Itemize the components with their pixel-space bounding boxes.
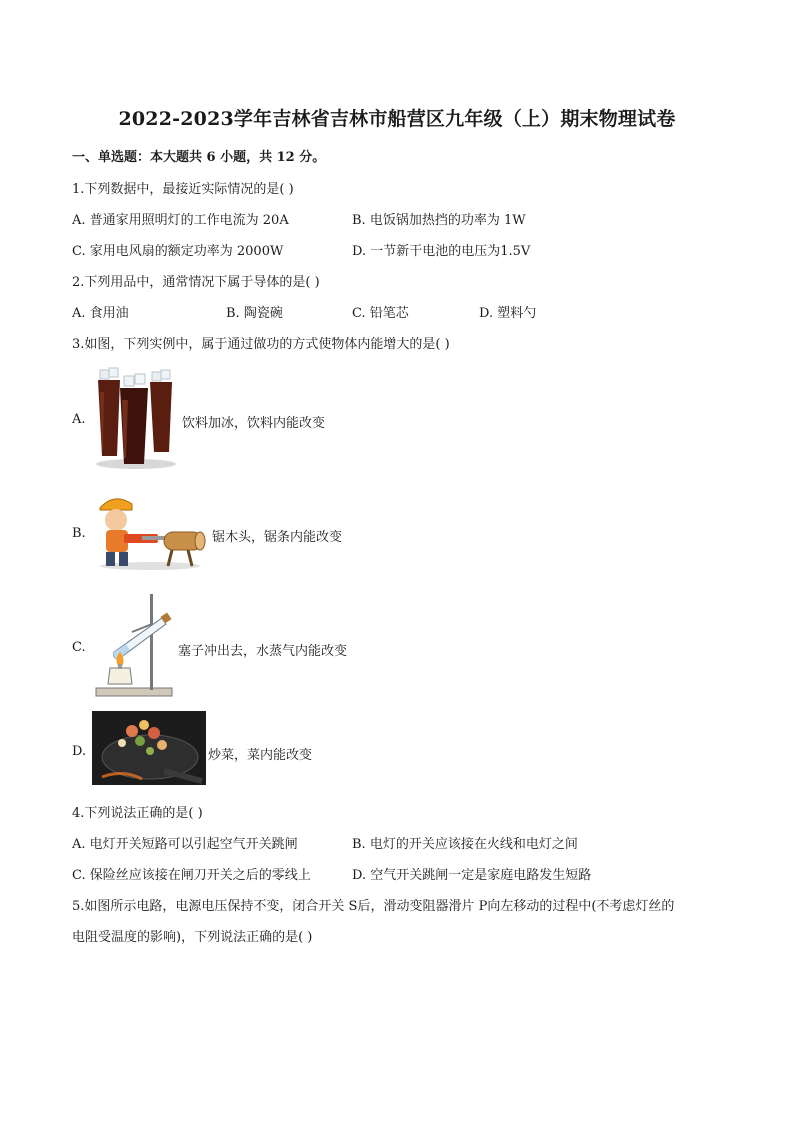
question-1-option-b: B. 电饭锅加热挡的功率为 1W <box>352 213 526 228</box>
question-3-option-a-text: 饮料加冰，饮料内能改变 <box>182 416 326 431</box>
question-3-option-b-text: 锯木头，锯条内能改变 <box>212 530 343 545</box>
question-4-option-a: A. 电灯开关短路可以引起空气开关跳闸 <box>72 837 298 852</box>
question-3-stem: 3.如图，下列实例中，属于通过做功的方式使物体内能增大的是( ) <box>72 337 450 352</box>
wok-stir-fry-icon <box>92 711 206 785</box>
sawing-worker-icon <box>92 490 207 572</box>
question-5-stem-line-2: 电阻受温度的影响)，下列说法正确的是( ) <box>72 930 313 945</box>
question-3-option-c-letter: C. <box>72 640 86 655</box>
question-3-option-a-letter: A. <box>72 412 86 427</box>
test-tube-stand-icon <box>92 592 177 700</box>
question-2-option-a: A. 食用油 <box>72 306 129 321</box>
question-4-option-c: C. 保险丝应该接在闸刀开关之后的零线上 <box>72 868 311 883</box>
question-1-stem: 1.下列数据中，最接近实际情况的是( ) <box>72 182 294 197</box>
question-3-option-d-text: 炒菜，菜内能改变 <box>208 748 313 763</box>
question-5-stem-line-1: 5.如图所示电路，电源电压保持不变，闭合开关 S后，滑动变阻器滑片 P向左移动的过程中(不考虑灯丝的 <box>72 899 675 914</box>
question-1-option-d: D. 一节新干电池的电压为1.5V <box>352 244 531 259</box>
question-4-stem: 4.下列说法正确的是( ) <box>72 806 203 821</box>
cola-glasses-icon <box>92 360 178 470</box>
section-heading: 一、单选题：本大题共 6 小题，共 12 分。 <box>72 150 326 165</box>
question-1-option-a: A. 普通家用照明灯的工作电流为 20A <box>72 213 289 228</box>
question-2-option-d: D. 塑料勺 <box>479 306 537 321</box>
question-2-stem: 2.下列用品中，通常情况下属于导体的是( ) <box>72 275 320 290</box>
question-3-option-d-letter: D. <box>72 744 87 759</box>
question-1-option-c: C. 家用电风扇的额定功率为 2000W <box>72 244 284 259</box>
question-4-option-d: D. 空气开关跳闸一定是家庭电路发生短路 <box>352 868 592 883</box>
question-4-option-b: B. 电灯的开关应该接在火线和电灯之间 <box>352 837 578 852</box>
question-2-option-c: C. 铅笔芯 <box>352 306 409 321</box>
question-2-option-b: B. 陶瓷碗 <box>226 306 283 321</box>
question-3-option-b-letter: B. <box>72 526 86 541</box>
exam-title: 2022-2023学年吉林省吉林市船营区九年级（上）期末物理试卷 <box>118 108 676 130</box>
question-3-option-c-text: 塞子冲出去，水蒸气内能改变 <box>178 644 348 659</box>
